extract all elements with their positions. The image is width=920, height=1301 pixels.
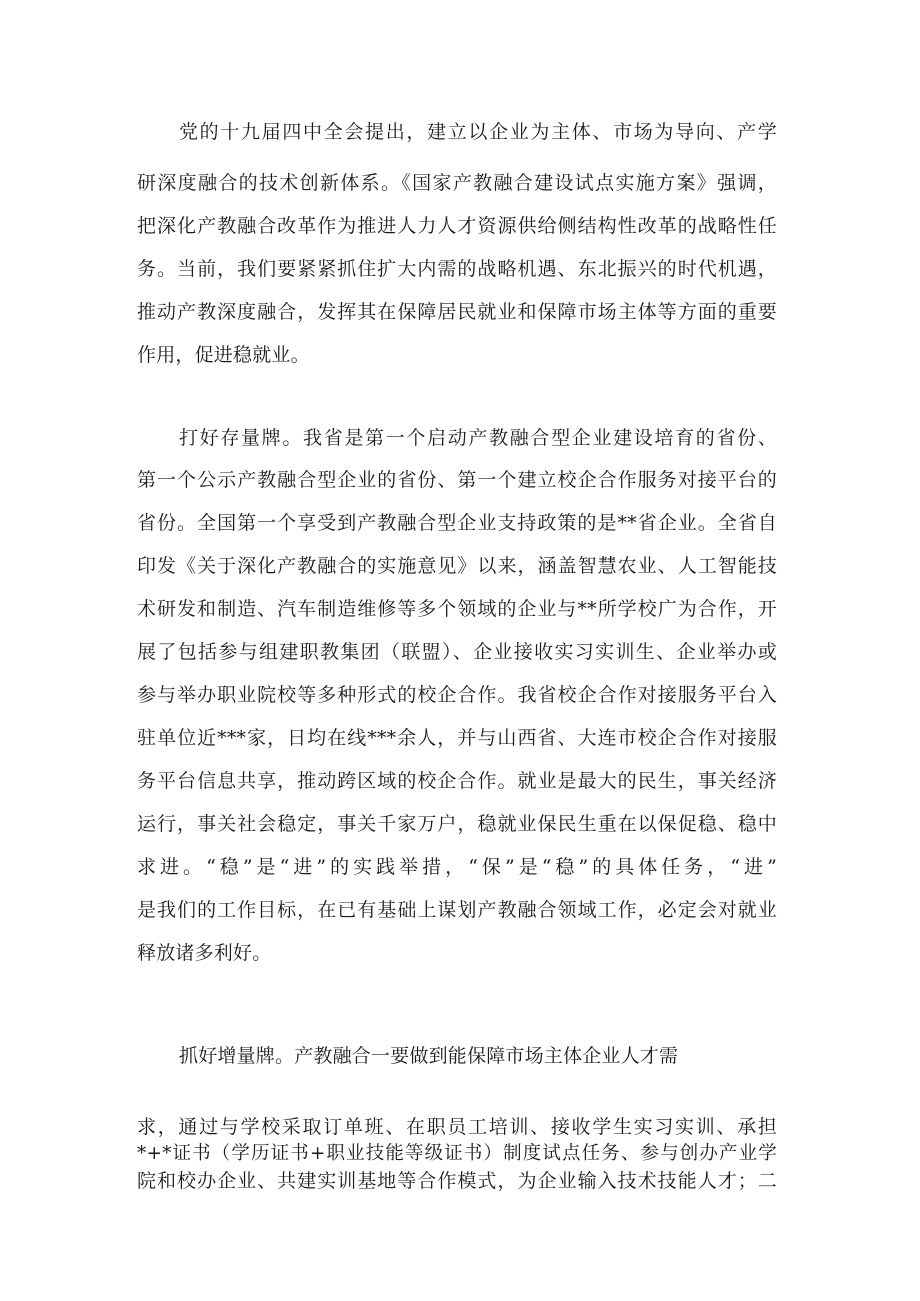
paragraph-line: 务平台信息共享，推动跨区域的校企合作。就业是最大的民生，事关经济 (137, 770, 777, 792)
paragraph-line: 运行，事关社会稳定，事关千家万户，稳就业保民生重在以保促稳、稳中 (137, 813, 777, 835)
paragraph-line: 展了包括参与组建职教集团（联盟）、企业接收实习实训生、企业举办或 (137, 641, 777, 663)
paragraph-line: 推动产教深度融合，发挥其在保障居民就业和保障市场主体等方面的重要 (137, 301, 777, 323)
paragraph-line: 党的十九届四中全会提出，建立以企业为主体、市场为导向、产学 (179, 121, 777, 143)
paragraph-line: 术研发和制造、汽车制造维修等多个领域的企业与**所学校广为合作，开 (137, 598, 777, 620)
paragraph-line: 参与举办职业院校等多种形式的校企合作。我省校企合作对接服务平台入 (137, 684, 777, 706)
paragraph-line: 省份。全国第一个享受到产教融合型企业支持政策的是**省企业。全省自 (137, 512, 777, 534)
paragraph-line: 把深化产教融合改革作为推进人力人才资源供给侧结构性改革的战略性任 (137, 215, 777, 237)
paragraph-line: 抓好增量牌。产教融合一要做到能保障市场主体企业人才需 (179, 1045, 679, 1067)
paragraph-line: 院和校办企业、共建实训基地等合作模式，为企业输入技术技能人才；二 (137, 1170, 777, 1192)
paragraph-line: 打好存量牌。我省是第一个启动产教融合型企业建设培育的省份、 (179, 427, 777, 449)
paragraph-line: 求，通过与学校采取订单班、在职员工培训、接收学生实习实训、承担 (137, 1116, 777, 1138)
paragraph-line: 作用，促进稳就业。 (137, 344, 310, 366)
paragraph-line: 务。当前，我们要紧紧抓住扩大内需的战略机遇、东北振兴的时代机遇， (137, 258, 777, 280)
paragraph-line: 研深度融合的技术创新体系。《国家产教融合建设试点实施方案》强调， (137, 172, 777, 194)
paragraph-line: *+*证书（学历证书+职业技能等级证书）制度试点任务、参与创办产业学 (137, 1143, 777, 1164)
paragraph-line: 印发《关于深化产教融合的实施意见》以来，涵盖智慧农业、人工智能技 (137, 555, 777, 577)
paragraph-line: 驻单位近***家，日均在线***余人，并与山西省、大连市校企合作对接服 (137, 727, 777, 749)
paragraph-line: 第一个公示产教融合型企业的省份、第一个建立校企合作服务对接平台的 (137, 469, 777, 491)
paragraph-line: 释放诸多利好。 (137, 942, 272, 964)
paragraph-line: 是我们的工作目标，在已有基础上谋划产教融合领域工作，必定会对就业 (137, 899, 777, 921)
paragraph-line: 求进。“稳”是“进”的实践举措，“保”是“稳”的具体任务，“进” (137, 856, 777, 878)
